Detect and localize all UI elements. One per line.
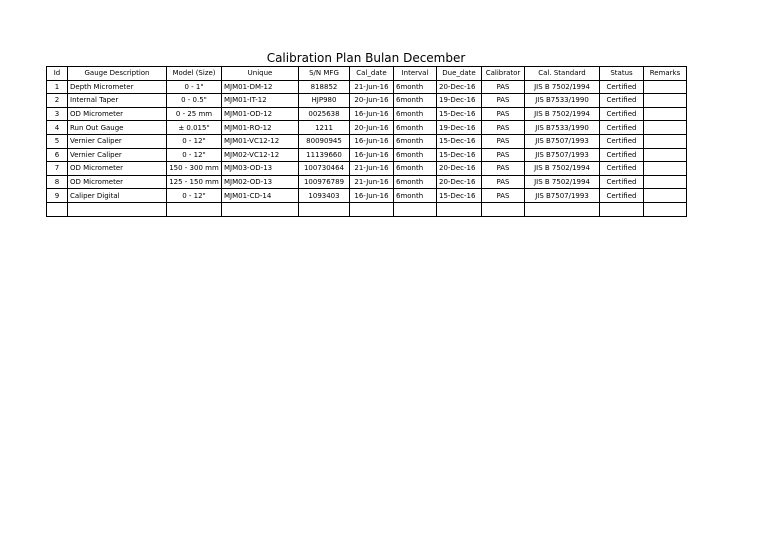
column-header-remarks: Remarks (644, 67, 687, 81)
table-row (47, 134, 687, 148)
cell-due-date: 15-Dec-16 (437, 189, 482, 203)
cell-sn-mfg: 818852 (299, 80, 350, 94)
cell-due-date: 15-Dec-16 (437, 134, 482, 148)
cell-unique: MJM02-VC12-12 (222, 148, 299, 162)
cell-cal-standard: JIS B7533/1990 (525, 94, 600, 108)
cell-interval: 6month (394, 162, 437, 176)
cell-interval: 6month (394, 175, 437, 189)
cell-id: 6 (47, 148, 68, 162)
cell-model-size: ± 0.015" (167, 121, 222, 135)
cell-gauge-description: Vernier Caliper (68, 148, 167, 162)
cell-cal-standard: JIS B 7502/1994 (525, 162, 600, 176)
cell-remarks (644, 148, 687, 162)
column-header-unique: Unique (222, 67, 299, 81)
cell-calibrator: PAS (482, 148, 525, 162)
cell-unique: MJM01-VC12-12 (222, 134, 299, 148)
cell-model-size: 0 - 25 mm (167, 107, 222, 121)
cell-due-date: 19-Dec-16 (437, 94, 482, 108)
cell-cal-standard: JIS B7533/1990 (525, 121, 600, 135)
cell-interval: 6month (394, 121, 437, 135)
cell-status: Certified (600, 162, 644, 176)
cell-due-date: 20-Dec-16 (437, 175, 482, 189)
cell-due-date (437, 202, 482, 216)
cell-status: Certified (600, 134, 644, 148)
table-row (47, 107, 687, 121)
cell-status: Certified (600, 121, 644, 135)
table-row (47, 94, 687, 108)
cell-sn-mfg: HJP980 (299, 94, 350, 108)
cell-due-date: 20-Dec-16 (437, 80, 482, 94)
cell-sn-mfg: 100976789 (299, 175, 350, 189)
cell-model-size: 150 - 300 mm (167, 162, 222, 176)
cell-remarks (644, 134, 687, 148)
cell-cal-standard: JIS B7507/1993 (525, 189, 600, 203)
table-row (47, 162, 687, 176)
cell-remarks (644, 189, 687, 203)
cell-remarks (644, 175, 687, 189)
cell-gauge-description: Vernier Caliper (68, 134, 167, 148)
column-header-cal-date: Cal_date (350, 67, 394, 81)
cell-cal-date: 20-Jun-16 (350, 121, 394, 135)
cell-cal-date: 16-Jun-16 (350, 148, 394, 162)
cell-gauge-description: OD Micrometer (68, 162, 167, 176)
cell-remarks (644, 107, 687, 121)
table-row (47, 202, 687, 216)
cell-interval: 6month (394, 107, 437, 121)
cell-unique (222, 202, 299, 216)
cell-gauge-description (68, 202, 167, 216)
cell-gauge-description: Depth Micrometer (68, 80, 167, 94)
column-header-cal-standard: Cal. Standard (525, 67, 600, 81)
cell-interval: 6month (394, 94, 437, 108)
cell-model-size: 0 - 1" (167, 80, 222, 94)
cell-interval: 6month (394, 80, 437, 94)
cell-calibrator: PAS (482, 175, 525, 189)
column-header-interval: Interval (394, 67, 437, 81)
table-row (47, 148, 687, 162)
cell-model-size: 0 - 0.5" (167, 94, 222, 108)
cell-sn-mfg: 1093403 (299, 189, 350, 203)
column-header-id: Id (47, 67, 68, 81)
table-body (47, 80, 687, 216)
cell-sn-mfg (299, 202, 350, 216)
cell-cal-date: 21-Jun-16 (350, 80, 394, 94)
cell-unique: MJM01-DM-12 (222, 80, 299, 94)
table-row (47, 175, 687, 189)
cell-id: 4 (47, 121, 68, 135)
cell-id: 8 (47, 175, 68, 189)
cell-id: 3 (47, 107, 68, 121)
cell-cal-date: 20-Jun-16 (350, 94, 394, 108)
cell-calibrator: PAS (482, 162, 525, 176)
cell-unique: MJM02-OD-13 (222, 175, 299, 189)
cell-model-size: 0 - 12" (167, 134, 222, 148)
table-row (47, 80, 687, 94)
cell-status: Certified (600, 80, 644, 94)
cell-cal-standard (525, 202, 600, 216)
cell-status (600, 202, 644, 216)
cell-status: Certified (600, 94, 644, 108)
table-row (47, 121, 687, 135)
cell-sn-mfg: 80090945 (299, 134, 350, 148)
cell-id: 2 (47, 94, 68, 108)
cell-sn-mfg: 100730464 (299, 162, 350, 176)
cell-due-date: 19-Dec-16 (437, 121, 482, 135)
cell-interval: 6month (394, 148, 437, 162)
cell-remarks (644, 121, 687, 135)
cell-remarks (644, 94, 687, 108)
column-header-due-date: Due_date (437, 67, 482, 81)
cell-cal-date: 21-Jun-16 (350, 162, 394, 176)
column-header-gauge-description: Gauge Description (68, 67, 167, 81)
cell-gauge-description: Internal Taper (68, 94, 167, 108)
cell-unique: MJM03-OD-13 (222, 162, 299, 176)
column-header-calibrator: Calibrator (482, 67, 525, 81)
cell-interval: 6month (394, 134, 437, 148)
cell-cal-date (350, 202, 394, 216)
cell-interval: 6month (394, 189, 437, 203)
cell-unique: MJM01-OD-12 (222, 107, 299, 121)
cell-remarks (644, 162, 687, 176)
cell-status: Certified (600, 189, 644, 203)
cell-id: 5 (47, 134, 68, 148)
cell-due-date: 15-Dec-16 (437, 148, 482, 162)
cell-unique: MJM01-RO-12 (222, 121, 299, 135)
cell-id: 9 (47, 189, 68, 203)
cell-calibrator: PAS (482, 107, 525, 121)
cell-sn-mfg: 0025638 (299, 107, 350, 121)
cell-unique: MJM01-IT-12 (222, 94, 299, 108)
cell-model-size (167, 202, 222, 216)
cell-calibrator: PAS (482, 121, 525, 135)
cell-sn-mfg: 1211 (299, 121, 350, 135)
cell-model-size: 125 - 150 mm (167, 175, 222, 189)
table-row (47, 189, 687, 203)
cell-due-date: 20-Dec-16 (437, 162, 482, 176)
cell-calibrator: PAS (482, 94, 525, 108)
cell-model-size: 0 - 12" (167, 189, 222, 203)
cell-calibrator (482, 202, 525, 216)
cell-calibrator: PAS (482, 189, 525, 203)
cell-gauge-description: OD Micrometer (68, 107, 167, 121)
cell-status: Certified (600, 175, 644, 189)
cell-cal-standard: JIS B7507/1993 (525, 148, 600, 162)
cell-sn-mfg: 11139660 (299, 148, 350, 162)
cell-status: Certified (600, 107, 644, 121)
cell-cal-date: 21-Jun-16 (350, 175, 394, 189)
cell-calibrator: PAS (482, 134, 525, 148)
cell-cal-standard: JIS B 7502/1994 (525, 175, 600, 189)
page-title: Calibration Plan Bulan December (266, 51, 466, 65)
cell-id: 7 (47, 162, 68, 176)
cell-gauge-description: Run Out Gauge (68, 121, 167, 135)
cell-id (47, 202, 68, 216)
cell-remarks (644, 202, 687, 216)
cell-cal-date: 16-Jun-16 (350, 189, 394, 203)
cell-cal-date: 16-Jun-16 (350, 134, 394, 148)
cell-gauge-description: Caliper Digital (68, 189, 167, 203)
cell-cal-standard: JIS B 7502/1994 (525, 107, 600, 121)
cell-interval (394, 202, 437, 216)
cell-remarks (644, 80, 687, 94)
cell-unique: MJM01-CD-14 (222, 189, 299, 203)
column-header-status: Status (600, 67, 644, 81)
cell-calibrator: PAS (482, 80, 525, 94)
table-header-row (47, 67, 687, 81)
cell-gauge-description: OD Micrometer (68, 175, 167, 189)
cell-cal-date: 16-Jun-16 (350, 107, 394, 121)
cell-due-date: 15-Dec-16 (437, 107, 482, 121)
cell-id: 1 (47, 80, 68, 94)
cell-model-size: 0 - 12" (167, 148, 222, 162)
calibration-table (46, 66, 687, 217)
cell-cal-standard: JIS B 7502/1994 (525, 80, 600, 94)
cell-status: Certified (600, 148, 644, 162)
column-header-sn-mfg: S/N MFG (299, 67, 350, 81)
column-header-model-size: Model (Size) (167, 67, 222, 81)
cell-cal-standard: JIS B7507/1993 (525, 134, 600, 148)
